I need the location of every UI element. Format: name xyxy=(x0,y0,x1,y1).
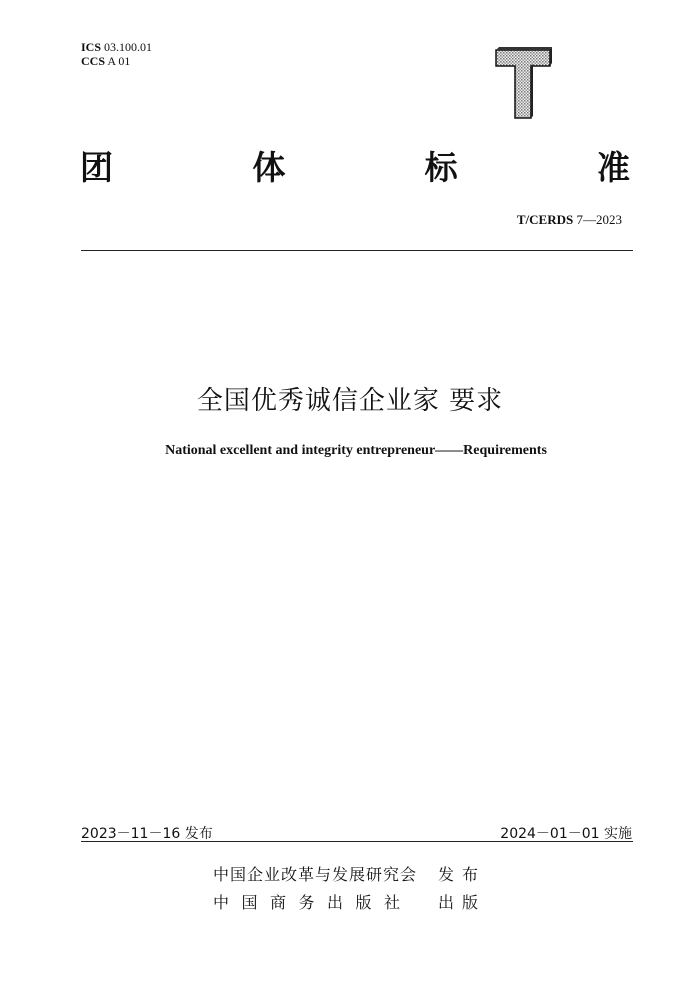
standard-year: 7—2023 xyxy=(576,212,622,227)
publishers-block xyxy=(213,861,486,917)
implementation-date: 2024－01－01 实施 xyxy=(500,826,632,842)
ics-line xyxy=(81,40,152,54)
standard-type-char: 团 xyxy=(80,148,113,187)
standard-type-heading xyxy=(80,142,630,189)
publisher-action: 发布 xyxy=(438,865,487,884)
top-divider xyxy=(81,250,633,251)
ics-label: ICS xyxy=(81,40,102,54)
standard-t-logo-icon xyxy=(494,46,552,120)
publisher-row xyxy=(213,861,486,889)
issue-date: 2023－11－16 发布 xyxy=(81,826,213,842)
title-chinese: 全国优秀诚信企业家 要求 xyxy=(196,386,504,416)
title-english: National excellent and integrity entrepreneur——Requirements xyxy=(165,443,547,458)
standard-type-char: 体 xyxy=(252,148,286,187)
publisher-action: 出版 xyxy=(438,893,487,912)
ccs-line xyxy=(81,54,152,68)
standard-type-char: 准 xyxy=(596,148,630,187)
ccs-label: CCS xyxy=(81,54,106,68)
ics-code: 03.100.01 xyxy=(104,40,153,54)
standard-code: T/CERDS xyxy=(516,212,574,227)
publisher-name: 中国商务出版社 xyxy=(213,893,413,912)
ics-ccs-block xyxy=(81,40,152,68)
publisher-name: 中国企业改革与发展研究会 xyxy=(213,865,418,884)
standard-number xyxy=(517,212,622,228)
ccs-code: A 01 xyxy=(107,54,131,68)
standard-type-char: 标 xyxy=(424,148,458,187)
bottom-divider xyxy=(81,841,633,842)
publisher-row xyxy=(213,889,486,917)
